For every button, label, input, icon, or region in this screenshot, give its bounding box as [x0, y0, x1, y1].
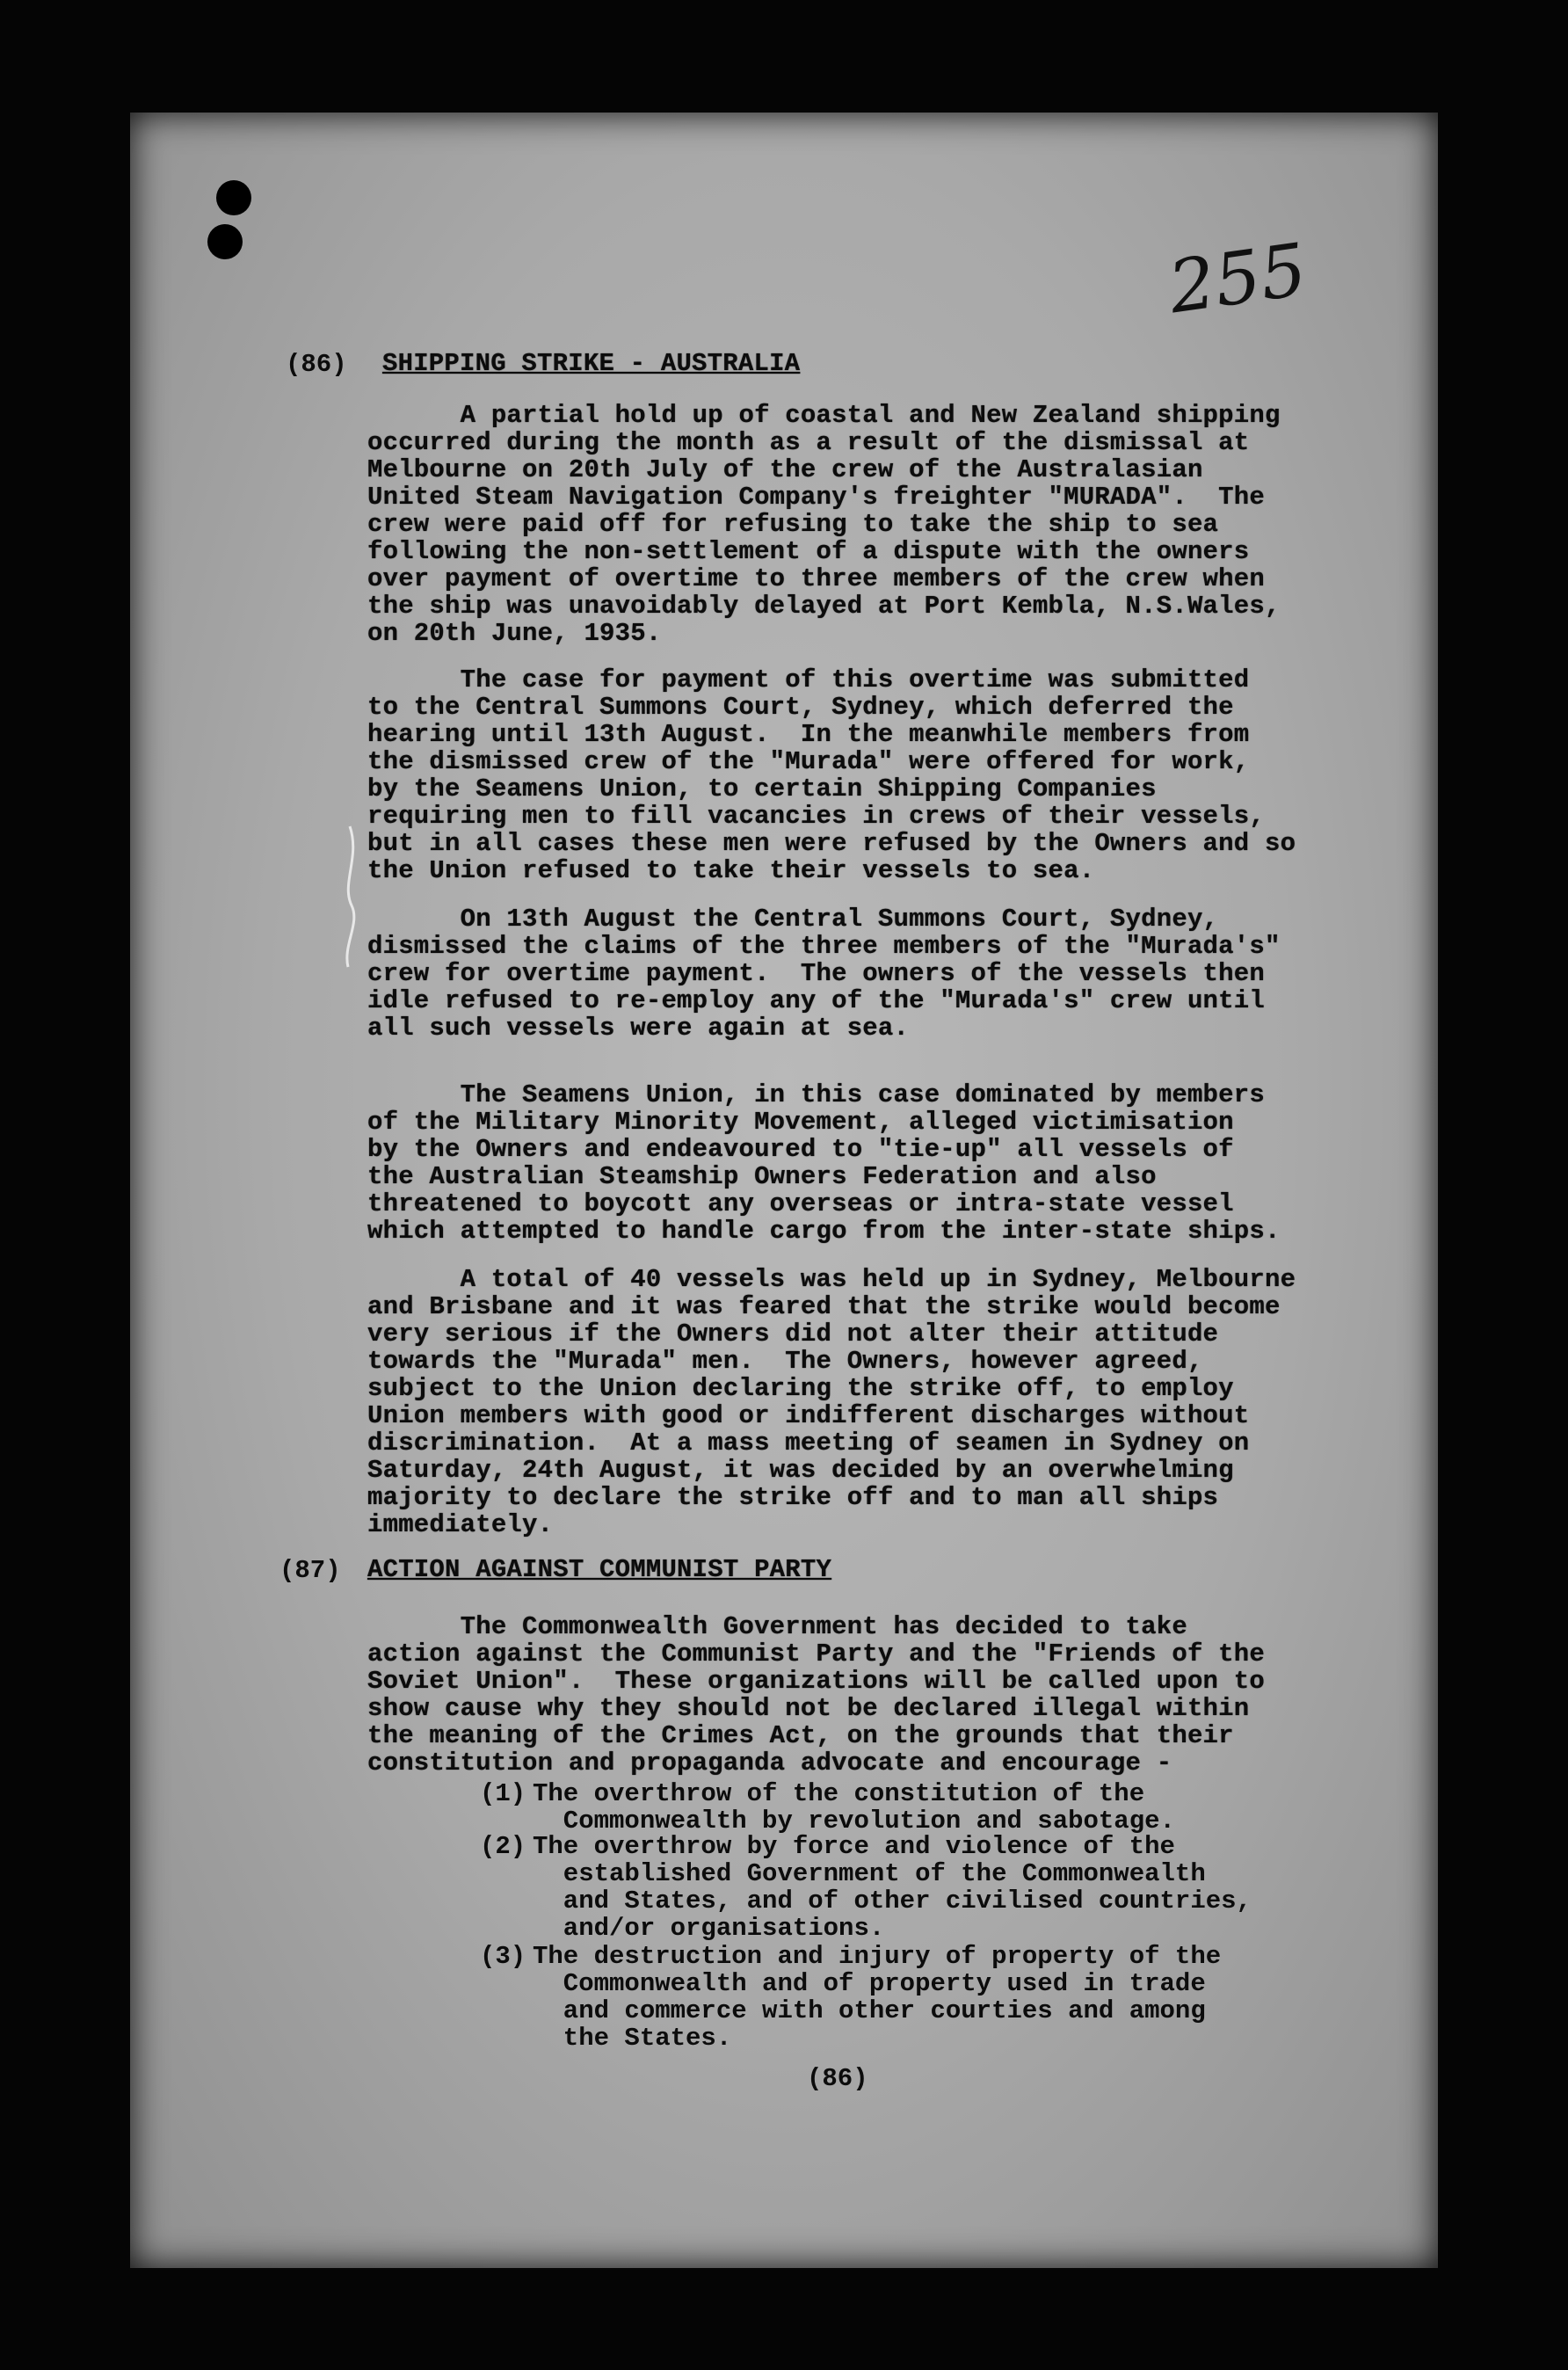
- list-item-number: (2): [480, 1832, 526, 1861]
- section-87-heading: ACTION AGAINST COMMUNIST PARTY: [367, 1555, 832, 1584]
- section-86-paragraph-1: A partial hold up of coastal and New Zealand shipping occurred during the month as a result of the dismissal at Melbourne on 20th July of the crew of the Australasian United Steam Navigation Company's freighter "MURADA". The crew were paid off for refusing to take the ship to sea following the non-settlement of a dispute with the owners over payment of overtime to three members of the crew when the ship was unavoidably delayed at Port Kembla, N.S.Wales, on 20th June, 1935.: [367, 401, 1281, 648]
- margin-bracket-mark: [334, 822, 369, 971]
- section-86-heading: SHIPPING STRIKE - AUSTRALIA: [382, 349, 801, 378]
- section-86-number: (86): [286, 350, 347, 379]
- list-item-text: The overthrow by force and violence of the established Government of the Commonwealth and States, and of other civilised countries, and/or organisations.: [533, 1832, 1252, 1943]
- section-86-paragraph-5: A total of 40 vessels was held up in Sydney, Melbourne and Brisbane and it was feared that the strike would become very serious if the Owners did not alter their attitude towards the "Murada" men. The Owners, however agreed, subject to the Union declaring the strike off, to employ Union members with good or indifferent discharges without discrimination. At a mass meeting of seamen in Sydney on Saturday, 24th August, it was decided by an overwhelming majority to declare the strike off and to man all ships immediately.: [367, 1265, 1296, 1539]
- section-86-paragraph-4: The Seamens Union, in this case dominated by members of the Military Minority Movement, alleged victimisation by the Owners and endeavoured to "tie-up" all vessels of the Australian Steamship Owners Federation and also threatened to boycott any overseas or intra-state vessel which attempted to handle cargo from the inter-state ships.: [367, 1080, 1281, 1246]
- footer-page-number: (86): [807, 2064, 868, 2093]
- punch-hole: [216, 180, 251, 215]
- list-item-number: (1): [480, 1779, 526, 1808]
- section-86-paragraph-3: On 13th August the Central Summons Court, Sydney, dismissed the claims of the three members of the "Murada's" crew for overtime payment. The owners of the vessels then idle refused to re-employ any of the "Murada's" crew until all such vessels were again at sea.: [367, 905, 1281, 1043]
- list-item-number: (3): [480, 1942, 526, 1971]
- handwritten-page-number: 255: [1164, 228, 1312, 331]
- section-87-number: (87): [279, 1556, 341, 1585]
- section-86-paragraph-2: The case for payment of this overtime was submitted to the Central Summons Court, Sydney, which deferred the hearing until 13th August. In the meanwhile members from the dismissed crew of the "Murada" were offered for work, by the Seamens Union, to certain Shipping Companies requiring men to fill vacancies in crews of their vessels, but in all cases these men were refused by the Owners and so the Union refused to take their vessels to sea.: [367, 665, 1296, 885]
- list-item-text: The overthrow of the constitution of the Commonwealth by revolution and sabotage.: [533, 1779, 1175, 1836]
- punch-hole: [207, 224, 243, 259]
- list-item-text: The destruction and injury of property of the Commonwealth and of property used in trade and commerce with other courties and among the States.: [533, 1942, 1222, 2053]
- section-87-intro: The Commonwealth Government has decided to take action against the Communist Party and the "Friends of the Soviet Union". These organizations will be called upon to show cause why they should not be declared illegal within the meaning of the Crimes Act, on the grounds that their constitution and propaganda advocate and encourage -: [367, 1612, 1265, 1778]
